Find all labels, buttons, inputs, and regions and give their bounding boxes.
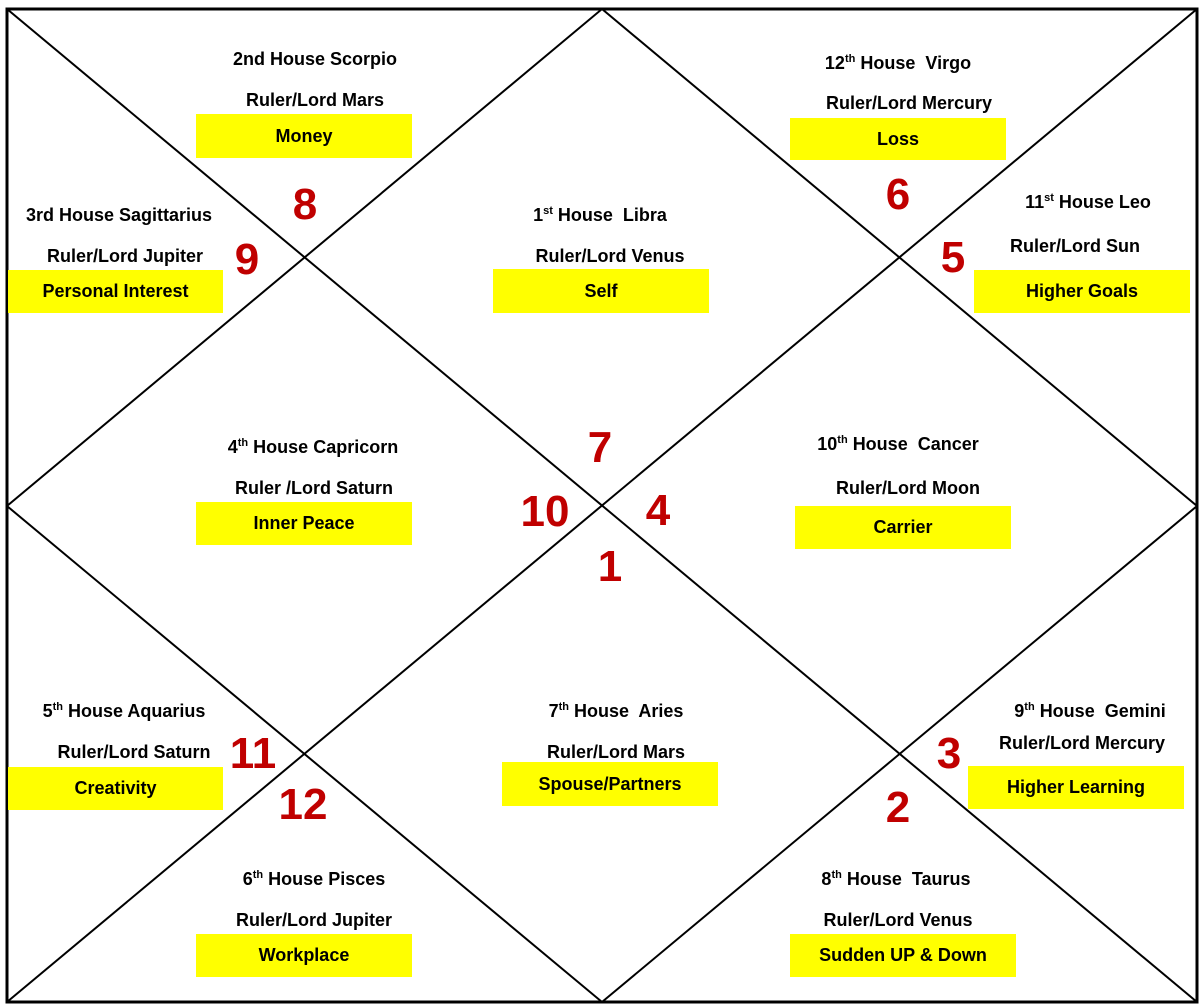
house-10-num: 10 <box>817 434 838 454</box>
house-3-theme: Personal Interest <box>8 270 223 313</box>
sign-number-10: 10 <box>520 487 570 536</box>
house-5-sign: Aquarius <box>127 701 206 721</box>
house-7-ordinal: th <box>558 701 569 713</box>
house-8-ordinal: th <box>831 869 842 881</box>
house-5-ordinal: th <box>52 701 63 713</box>
house-7-title <box>508 699 724 723</box>
house-12-ordinal: th <box>844 53 856 65</box>
house-4-ruler: Ruler /Lord Saturn <box>234 478 393 498</box>
sign-number-5: 5 <box>940 233 966 282</box>
house-12-sign: Virgo <box>925 53 972 73</box>
house-6-ruler: Ruler/Lord Jupiter <box>235 910 392 930</box>
sign-number-8: 8 <box>292 180 318 229</box>
sign-number-3: 3 <box>936 729 962 778</box>
house-5-word: House <box>68 701 124 721</box>
house-9-sign: Gemini <box>1104 701 1166 721</box>
house-6-num: 6 <box>242 869 253 889</box>
house-4-title <box>200 435 426 459</box>
house-8-num: 8 <box>821 869 832 889</box>
house-10-sign: Cancer <box>917 434 979 454</box>
house-1-theme: Self <box>493 269 709 313</box>
house-4-num: 4 <box>227 437 238 457</box>
house-11-ruler: Ruler/Lord Sun <box>1010 236 1140 256</box>
house-11-theme: Higher Goals <box>974 270 1190 313</box>
house-5-ruler: Ruler/Lord Saturn <box>57 742 211 762</box>
house-1-ordinal: st <box>543 205 553 217</box>
house-5-num: 5 <box>42 701 53 721</box>
house-6-sign: Pisces <box>328 869 386 889</box>
house-12-theme: Loss <box>790 118 1006 160</box>
house-2-theme: Money <box>196 114 412 158</box>
house-7-num: 7 <box>548 701 559 721</box>
house-11-word: House <box>1058 192 1114 212</box>
house-1-word: House <box>557 205 613 225</box>
house-4-ordinal: th <box>237 437 249 449</box>
house-7-sign: Aries <box>638 701 684 721</box>
house-6-word: House <box>268 869 324 889</box>
house-5-title <box>14 699 234 723</box>
house-9-word: House <box>1039 701 1095 721</box>
house-7-ruler: Ruler/Lord Mars <box>546 742 686 762</box>
house-8-word: House <box>846 869 902 889</box>
house-12-word: House <box>860 53 916 73</box>
sign-number-9: 9 <box>234 235 260 284</box>
house-4-sign: Capricorn <box>313 437 399 457</box>
house-11-num: 11 <box>1025 192 1045 212</box>
sign-number-2: 2 <box>885 783 911 832</box>
house-11-ordinal: st <box>1044 192 1054 204</box>
house-10-theme: Carrier <box>795 506 1011 549</box>
sign-number-11: 11 <box>229 729 277 778</box>
house-10-ordinal: th <box>837 434 848 446</box>
house-6-title <box>206 867 422 891</box>
house-2-ruler: Ruler/Lord Mars <box>245 90 385 110</box>
sign-number-4: 4 <box>645 486 671 535</box>
house-7-word: House <box>574 701 630 721</box>
house-9-title <box>990 699 1190 723</box>
house-3-ruler: Ruler/Lord Jupiter <box>46 246 203 266</box>
house-3-title: 3rd House Sagittarius <box>25 205 213 225</box>
house-6-ordinal: th <box>252 869 264 881</box>
house-2-title: 2nd House Scorpio <box>232 49 398 69</box>
sign-number-1: 1 <box>597 542 623 591</box>
house-7-theme: Spouse/Partners <box>502 762 718 806</box>
house-12-ruler: Ruler/Lord Mercury <box>825 93 993 113</box>
house-9-theme: Higher Learning <box>968 766 1184 809</box>
house-9-ruler: Ruler/Lord Mercury <box>998 733 1166 753</box>
house-1-ruler: Ruler/Lord Venus <box>535 246 685 266</box>
house-6-theme: Workplace <box>196 934 412 977</box>
house-10-ruler: Ruler/Lord Moon <box>836 478 980 498</box>
house-8-title <box>788 867 1004 891</box>
house-10-word: House <box>852 434 908 454</box>
house-1-num: 1 <box>533 205 544 225</box>
house-10-title <box>790 432 1006 456</box>
sign-number-12: 12 <box>278 780 328 829</box>
house-4-theme: Inner Peace <box>196 502 412 545</box>
sign-number-7: 7 <box>587 423 613 472</box>
house-12-title <box>790 51 1006 75</box>
house-1-sign: Libra <box>622 205 667 225</box>
house-12-num: 12 <box>824 53 845 73</box>
house-8-ruler: Ruler/Lord Venus <box>823 910 973 930</box>
house-8-theme: Sudden UP & Down <box>790 934 1016 977</box>
house-5-theme: Creativity <box>8 767 223 810</box>
house-9-num: 9 <box>1014 701 1025 721</box>
house-4-word: House <box>253 437 309 457</box>
sign-number-6: 6 <box>885 170 911 219</box>
house-9-ordinal: th <box>1024 701 1035 713</box>
house-11-title <box>990 190 1186 214</box>
house-8-sign: Taurus <box>911 869 971 889</box>
house-11-sign: Leo <box>1118 192 1151 212</box>
house-1-title <box>492 203 708 227</box>
